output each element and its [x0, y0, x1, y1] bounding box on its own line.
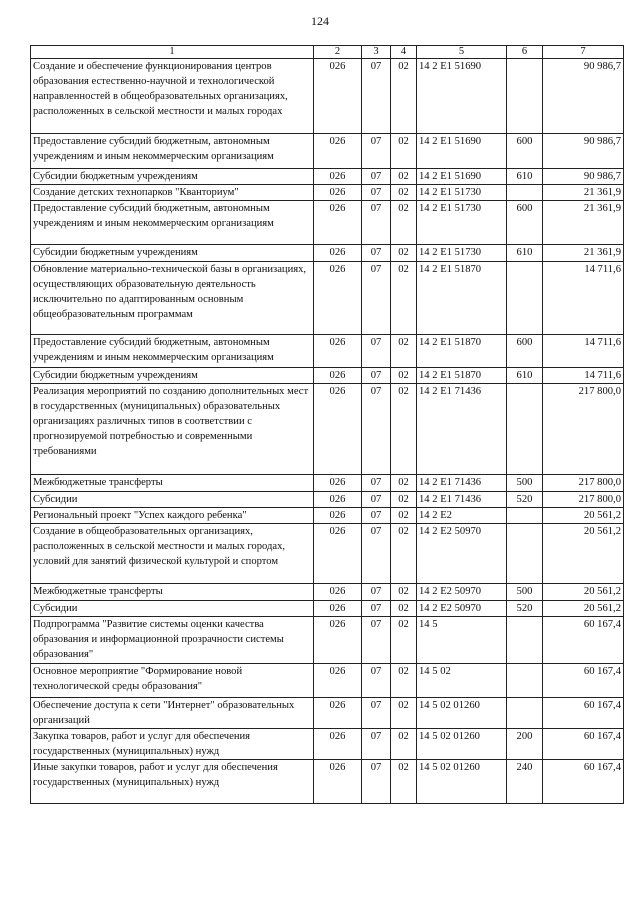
row-amount: 90 986,7	[543, 59, 624, 134]
row-name: Основное мероприятие "Формирование новой технологической среды образования"	[31, 664, 314, 698]
row-chapter: 07	[362, 760, 391, 804]
row-code: 026	[314, 384, 362, 475]
row-chapter: 07	[362, 262, 391, 335]
row-expense-type	[507, 524, 543, 584]
row-name: Предоставление субсидий бюджетным, автономным учреждениям и иным некоммерческим организациям	[31, 134, 314, 169]
row-subsection: 02	[391, 617, 417, 664]
row-amount: 60 167,4	[543, 617, 624, 664]
row-code: 026	[314, 698, 362, 729]
row-subsection: 02	[391, 335, 417, 368]
row-chapter: 07	[362, 524, 391, 584]
row-chapter: 07	[362, 335, 391, 368]
table-row	[31, 262, 624, 335]
table-row	[31, 335, 624, 368]
page-number: 124	[311, 14, 329, 28]
row-code: 026	[314, 729, 362, 760]
table-row	[31, 245, 624, 262]
row-subsection: 02	[391, 492, 417, 508]
column-number: 7	[543, 46, 624, 59]
row-code: 026	[314, 617, 362, 664]
table-row	[31, 584, 624, 601]
row-expense-type: 500	[507, 475, 543, 492]
row-target-article: 14 2 E1 51730	[417, 201, 507, 245]
table-row	[31, 384, 624, 475]
row-amount: 14 711,6	[543, 335, 624, 368]
row-amount: 90 986,7	[543, 134, 624, 169]
row-expense-type	[507, 262, 543, 335]
row-chapter: 07	[362, 584, 391, 601]
row-expense-type: 610	[507, 245, 543, 262]
row-expense-type	[507, 508, 543, 524]
row-target-article: 14 2 E1 51690	[417, 59, 507, 134]
table-row	[31, 169, 624, 185]
row-target-article: 14 2 E1 51870	[417, 335, 507, 368]
table-row	[31, 524, 624, 584]
row-expense-type	[507, 185, 543, 201]
row-code: 026	[314, 245, 362, 262]
row-name: Межбюджетные трансферты	[31, 584, 314, 601]
row-chapter: 07	[362, 508, 391, 524]
row-amount: 217 800,0	[543, 492, 624, 508]
row-code: 026	[314, 134, 362, 169]
row-name: Субсидии бюджетным учреждениям	[31, 245, 314, 262]
row-amount: 90 986,7	[543, 169, 624, 185]
row-subsection: 02	[391, 59, 417, 134]
row-code: 026	[314, 664, 362, 698]
row-chapter: 07	[362, 698, 391, 729]
row-amount: 60 167,4	[543, 760, 624, 804]
row-chapter: 07	[362, 729, 391, 760]
row-expense-type: 600	[507, 134, 543, 169]
row-subsection: 02	[391, 584, 417, 601]
row-subsection: 02	[391, 475, 417, 492]
table-row	[31, 134, 624, 169]
row-subsection: 02	[391, 368, 417, 384]
row-code: 026	[314, 492, 362, 508]
table-row	[31, 492, 624, 508]
row-name: Региональный проект "Успех каждого ребенка"	[31, 508, 314, 524]
row-subsection: 02	[391, 601, 417, 617]
row-subsection: 02	[391, 524, 417, 584]
row-code: 026	[314, 262, 362, 335]
row-amount: 60 167,4	[543, 664, 624, 698]
row-subsection: 02	[391, 245, 417, 262]
row-name: Субсидии бюджетным учреждениям	[31, 169, 314, 185]
row-target-article: 14 2 E1 51690	[417, 169, 507, 185]
row-target-article: 14 2 E2	[417, 508, 507, 524]
row-amount: 14 711,6	[543, 368, 624, 384]
column-number: 1	[31, 46, 314, 59]
row-expense-type: 610	[507, 169, 543, 185]
row-expense-type	[507, 59, 543, 134]
row-name: Обеспечение доступа к сети "Интернет" образовательных организаций	[31, 698, 314, 729]
row-expense-type: 600	[507, 201, 543, 245]
row-expense-type	[507, 617, 543, 664]
row-chapter: 07	[362, 201, 391, 245]
row-chapter: 07	[362, 245, 391, 262]
row-amount: 20 561,2	[543, 508, 624, 524]
row-amount: 21 361,9	[543, 201, 624, 245]
table-row	[31, 59, 624, 134]
row-chapter: 07	[362, 475, 391, 492]
row-subsection: 02	[391, 664, 417, 698]
row-code: 026	[314, 475, 362, 492]
table-row	[31, 664, 624, 698]
row-target-article: 14 2 E2 50970	[417, 524, 507, 584]
column-number: 3	[362, 46, 391, 59]
table-row	[31, 760, 624, 804]
column-number-row	[31, 46, 624, 59]
row-name: Реализация мероприятий по созданию дополнительных мест в государственных (муниципальных) образовательных организациях различных типов в соответствии с прогнозируемой потребностью и современными требованиями	[31, 384, 314, 475]
row-expense-type	[507, 698, 543, 729]
row-expense-type: 500	[507, 584, 543, 601]
row-subsection: 02	[391, 134, 417, 169]
row-chapter: 07	[362, 492, 391, 508]
row-amount: 217 800,0	[543, 475, 624, 492]
row-code: 026	[314, 335, 362, 368]
row-name: Предоставление субсидий бюджетным, автономным учреждениям и иным некоммерческим организациям	[31, 201, 314, 245]
table-row	[31, 698, 624, 729]
row-target-article: 14 5 02 01260	[417, 760, 507, 804]
table-row	[31, 201, 624, 245]
row-target-article: 14 5	[417, 617, 507, 664]
row-code: 026	[314, 201, 362, 245]
row-name: Субсидии бюджетным учреждениям	[31, 368, 314, 384]
row-amount: 217 800,0	[543, 384, 624, 475]
row-chapter: 07	[362, 664, 391, 698]
row-expense-type	[507, 664, 543, 698]
row-expense-type	[507, 384, 543, 475]
table-row	[31, 185, 624, 201]
row-target-article: 14 2 E1 51690	[417, 134, 507, 169]
row-target-article: 14 2 E1 51870	[417, 262, 507, 335]
row-target-article: 14 5 02 01260	[417, 729, 507, 760]
column-number: 6	[507, 46, 543, 59]
row-name: Субсидии	[31, 601, 314, 617]
row-expense-type: 520	[507, 492, 543, 508]
row-subsection: 02	[391, 384, 417, 475]
row-target-article: 14 2 E1 51730	[417, 185, 507, 201]
row-target-article: 14 2 E1 71436	[417, 475, 507, 492]
table-row	[31, 729, 624, 760]
row-target-article: 14 2 E2 50970	[417, 584, 507, 601]
row-code: 026	[314, 584, 362, 601]
row-target-article: 14 2 E1 71436	[417, 384, 507, 475]
row-amount: 20 561,2	[543, 524, 624, 584]
row-name: Создание детских технопарков "Кванториум"	[31, 185, 314, 201]
row-chapter: 07	[362, 368, 391, 384]
row-code: 026	[314, 368, 362, 384]
row-code: 026	[314, 169, 362, 185]
row-expense-type: 240	[507, 760, 543, 804]
row-subsection: 02	[391, 698, 417, 729]
row-name: Закупка товаров, работ и услуг для обеспечения государственных (муниципальных) нужд	[31, 729, 314, 760]
table-row	[31, 617, 624, 664]
row-code: 026	[314, 185, 362, 201]
row-subsection: 02	[391, 760, 417, 804]
table-row	[31, 508, 624, 524]
row-chapter: 07	[362, 169, 391, 185]
row-chapter: 07	[362, 59, 391, 134]
row-expense-type: 600	[507, 335, 543, 368]
table-row	[31, 475, 624, 492]
table-row	[31, 601, 624, 617]
row-name: Создание и обеспечение функционирования центров образования естественно-научной и технологической направленностей в общеобразовательных организациях, расположенных в сельской местности и малых городах	[31, 59, 314, 134]
table-row	[31, 368, 624, 384]
row-code: 026	[314, 601, 362, 617]
row-target-article: 14 2 E1 71436	[417, 492, 507, 508]
row-chapter: 07	[362, 185, 391, 201]
row-subsection: 02	[391, 729, 417, 760]
row-amount: 60 167,4	[543, 729, 624, 760]
row-subsection: 02	[391, 169, 417, 185]
row-amount: 21 361,9	[543, 245, 624, 262]
row-code: 026	[314, 508, 362, 524]
row-code: 026	[314, 59, 362, 134]
row-expense-type: 200	[507, 729, 543, 760]
row-amount: 20 561,2	[543, 601, 624, 617]
row-chapter: 07	[362, 134, 391, 169]
row-amount: 20 561,2	[543, 584, 624, 601]
row-subsection: 02	[391, 185, 417, 201]
row-target-article: 14 2 E1 51730	[417, 245, 507, 262]
row-amount: 14 711,6	[543, 262, 624, 335]
row-amount: 60 167,4	[543, 698, 624, 729]
row-amount: 21 361,9	[543, 185, 624, 201]
row-expense-type: 520	[507, 601, 543, 617]
row-expense-type: 610	[507, 368, 543, 384]
row-name: Подпрограмма "Развитие системы оценки качества образования и информационной прозрачности системы образования"	[31, 617, 314, 664]
row-target-article: 14 5 02	[417, 664, 507, 698]
row-target-article: 14 2 E1 51870	[417, 368, 507, 384]
row-target-article: 14 2 E2 50970	[417, 601, 507, 617]
budget-table	[30, 45, 624, 804]
row-name: Предоставление субсидий бюджетным, автономным учреждениям и иным некоммерческим организациям	[31, 335, 314, 368]
row-name: Субсидии	[31, 492, 314, 508]
column-number: 5	[417, 46, 507, 59]
row-chapter: 07	[362, 601, 391, 617]
row-subsection: 02	[391, 508, 417, 524]
column-number: 2	[314, 46, 362, 59]
row-name: Межбюджетные трансферты	[31, 475, 314, 492]
row-name: Создание в общеобразовательных организациях, расположенных в сельской местности и малых городах, условий для занятий физической культурой и спортом	[31, 524, 314, 584]
row-subsection: 02	[391, 201, 417, 245]
row-code: 026	[314, 760, 362, 804]
row-chapter: 07	[362, 384, 391, 475]
row-code: 026	[314, 524, 362, 584]
row-name: Иные закупки товаров, работ и услуг для обеспечения государственных (муниципальных) нужд	[31, 760, 314, 804]
row-target-article: 14 5 02 01260	[417, 698, 507, 729]
row-subsection: 02	[391, 262, 417, 335]
column-number: 4	[391, 46, 417, 59]
row-chapter: 07	[362, 617, 391, 664]
budget-table-body	[31, 59, 624, 804]
row-name: Обновление материально-технической базы в организациях, осуществляющих образовательную деятельность исключительно по адаптированным основным общеобразовательным программам	[31, 262, 314, 335]
